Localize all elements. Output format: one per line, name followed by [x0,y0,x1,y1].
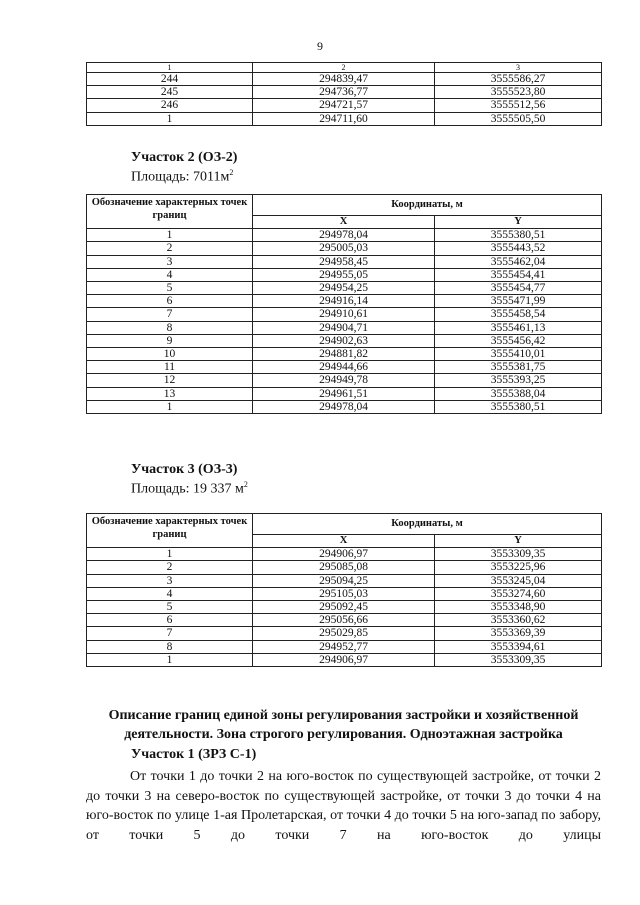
point-cell: 246 [87,99,253,112]
point-cell: 1 [87,229,253,242]
y-cell: 3555443,52 [435,242,602,255]
x-cell: 294736,77 [253,86,435,99]
x-cell: 294944,66 [253,361,435,374]
table-row [87,334,602,347]
x-cell: 294839,47 [253,73,435,86]
table-row [87,574,602,587]
point-cell: 3 [87,255,253,268]
y-cell: 3555456,42 [435,334,602,347]
point-cell: 6 [87,614,253,627]
x-header: X [253,216,435,229]
x-cell: 294952,77 [253,640,435,653]
column-number-cell: 2 [253,63,435,73]
point-cell: 6 [87,295,253,308]
point-cell: 7 [87,308,253,321]
point-cell: 8 [87,640,253,653]
page-number: 9 [317,39,323,53]
table-row [87,86,602,99]
table-row [87,361,602,374]
x-cell: 295092,45 [253,601,435,614]
y-cell: 3555381,75 [435,361,602,374]
x-cell: 294949,78 [253,374,435,387]
section2-area: Площадь: $7011м^2$ [131,168,234,185]
y-cell: 3553369,39 [435,627,602,640]
table-row [87,561,602,574]
x-cell: 295056,66 [253,614,435,627]
y-cell: 3555388,04 [435,387,602,400]
x-header: X [253,535,435,548]
y-cell: 3555393,25 [435,374,602,387]
point-label-header: Обозначение характерных точек границ [87,195,253,229]
table-row [87,282,602,295]
point-cell: 12 [87,374,253,387]
x-cell: 294904,71 [253,321,435,334]
x-cell: 295085,08 [253,561,435,574]
coords-header: Координаты, м [253,195,602,216]
x-cell: 294711,60 [253,112,435,125]
y-cell: 3553394,61 [435,640,602,653]
section3-table [86,513,602,667]
y-cell: 3555454,77 [435,282,602,295]
table-row [87,295,602,308]
x-cell: 294721,57 [253,99,435,112]
x-cell: 294978,04 [253,400,435,413]
column-number-row [87,63,602,73]
point-cell: 11 [87,361,253,374]
table-row [87,601,602,614]
point-cell: 4 [87,268,253,281]
y-cell: 3555380,51 [435,400,602,413]
table-row [87,640,602,653]
table-row [87,387,602,400]
table-row [87,348,602,361]
y-cell: 3555505,50 [435,112,602,125]
table-row [87,73,602,86]
point-cell: 3 [87,574,253,587]
table-row [87,400,602,413]
table-row [87,548,602,561]
y-cell: 3553348,90 [435,601,602,614]
y-cell: 3555461,13 [435,321,602,334]
point-cell: 2 [87,242,253,255]
table-row [87,653,602,666]
y-header: Y [435,216,602,229]
x-cell: 294958,45 [253,255,435,268]
x-cell: 294961,51 [253,387,435,400]
point-label-header: Обозначение характерных точек границ [87,514,253,548]
table-row [87,587,602,600]
table-row [87,308,602,321]
y-cell: 3555462,04 [435,255,602,268]
table-row [87,112,602,125]
y-cell: 3555523,80 [435,86,602,99]
x-cell: 294906,97 [253,548,435,561]
x-cell: 294902,63 [253,334,435,347]
description-text: От точки 1 до точки 2 на юго-восток по существующей застройке, от точки 2 до точки 3 на северо-восток по существующей застройке, от точки 3 до точки 4 на юго-восток по улице 1-ая Пролетарская, от точки 4 до точки 5 на юго-запад по забору, от точки 5 до точки 7 на юго-восток до улицы [86,769,601,843]
continuation-table [86,62,602,126]
y-cell: 3553225,96 [435,561,602,574]
point-cell: 7 [87,627,253,640]
table-row [87,614,602,627]
y-cell: 3555471,99 [435,295,602,308]
section3-area: Площадь: 19 337 $м^2$ [131,480,248,497]
coords-header: Координаты, м [253,514,602,535]
y-cell: 3553309,35 [435,548,602,561]
point-cell: 8 [87,321,253,334]
table-row [87,242,602,255]
point-cell: 1 [87,400,253,413]
table-row [87,627,602,640]
point-cell: 1 [87,548,253,561]
x-cell: 294954,25 [253,282,435,295]
y-cell: 3555454,41 [435,268,602,281]
section3-heading: Участок 3 (ОЗ-3) [131,462,238,477]
table-row [87,255,602,268]
plot-heading: Участок 1 (ЗРЗ С-1) [131,747,257,762]
y-cell: 3555458,54 [435,308,602,321]
x-cell: 294906,97 [253,653,435,666]
column-number-cell: 3 [435,63,602,73]
x-cell: 295105,03 [253,587,435,600]
x-cell: 294955,05 [253,268,435,281]
point-cell: 1 [87,112,253,125]
x-cell: 294881,82 [253,348,435,361]
y-cell: 3553360,62 [435,614,602,627]
point-cell: 5 [87,282,253,295]
x-cell: 294978,04 [253,229,435,242]
x-cell: 295005,03 [253,242,435,255]
point-cell: 10 [87,348,253,361]
section2-heading: Участок 2 (ОЗ-2) [131,150,238,165]
description-title: Описание границ единой зоны регулирования застройки и хозяйственной деятельности. Зона строгого регулирования. Одноэтажная застройка [108,708,579,742]
table-row [87,374,602,387]
y-cell: 3555586,27 [435,73,602,86]
y-cell: 3553309,35 [435,653,602,666]
table-row [87,99,602,112]
point-cell: 245 [87,86,253,99]
x-cell: 294910,61 [253,308,435,321]
y-cell: 3555410,01 [435,348,602,361]
y-cell: 3555380,51 [435,229,602,242]
table-row [87,268,602,281]
table-row [87,321,602,334]
table-row [87,229,602,242]
point-cell: 9 [87,334,253,347]
section2-area-sup: 2 [229,168,234,177]
x-cell: 295029,85 [253,627,435,640]
y-header: Y [435,535,602,548]
point-cell: 244 [87,73,253,86]
x-cell: 295094,25 [253,574,435,587]
column-number-cell: 1 [87,63,253,73]
point-cell: 2 [87,561,253,574]
point-cell: 1 [87,653,253,666]
y-cell: 3553274,60 [435,587,602,600]
point-cell: 13 [87,387,253,400]
point-cell: 5 [87,601,253,614]
section3-area-sup: 2 [243,480,248,489]
point-cell: 4 [87,587,253,600]
y-cell: 3555512,56 [435,99,602,112]
y-cell: 3553245,04 [435,574,602,587]
x-cell: 294916,14 [253,295,435,308]
section2-table [86,194,602,414]
